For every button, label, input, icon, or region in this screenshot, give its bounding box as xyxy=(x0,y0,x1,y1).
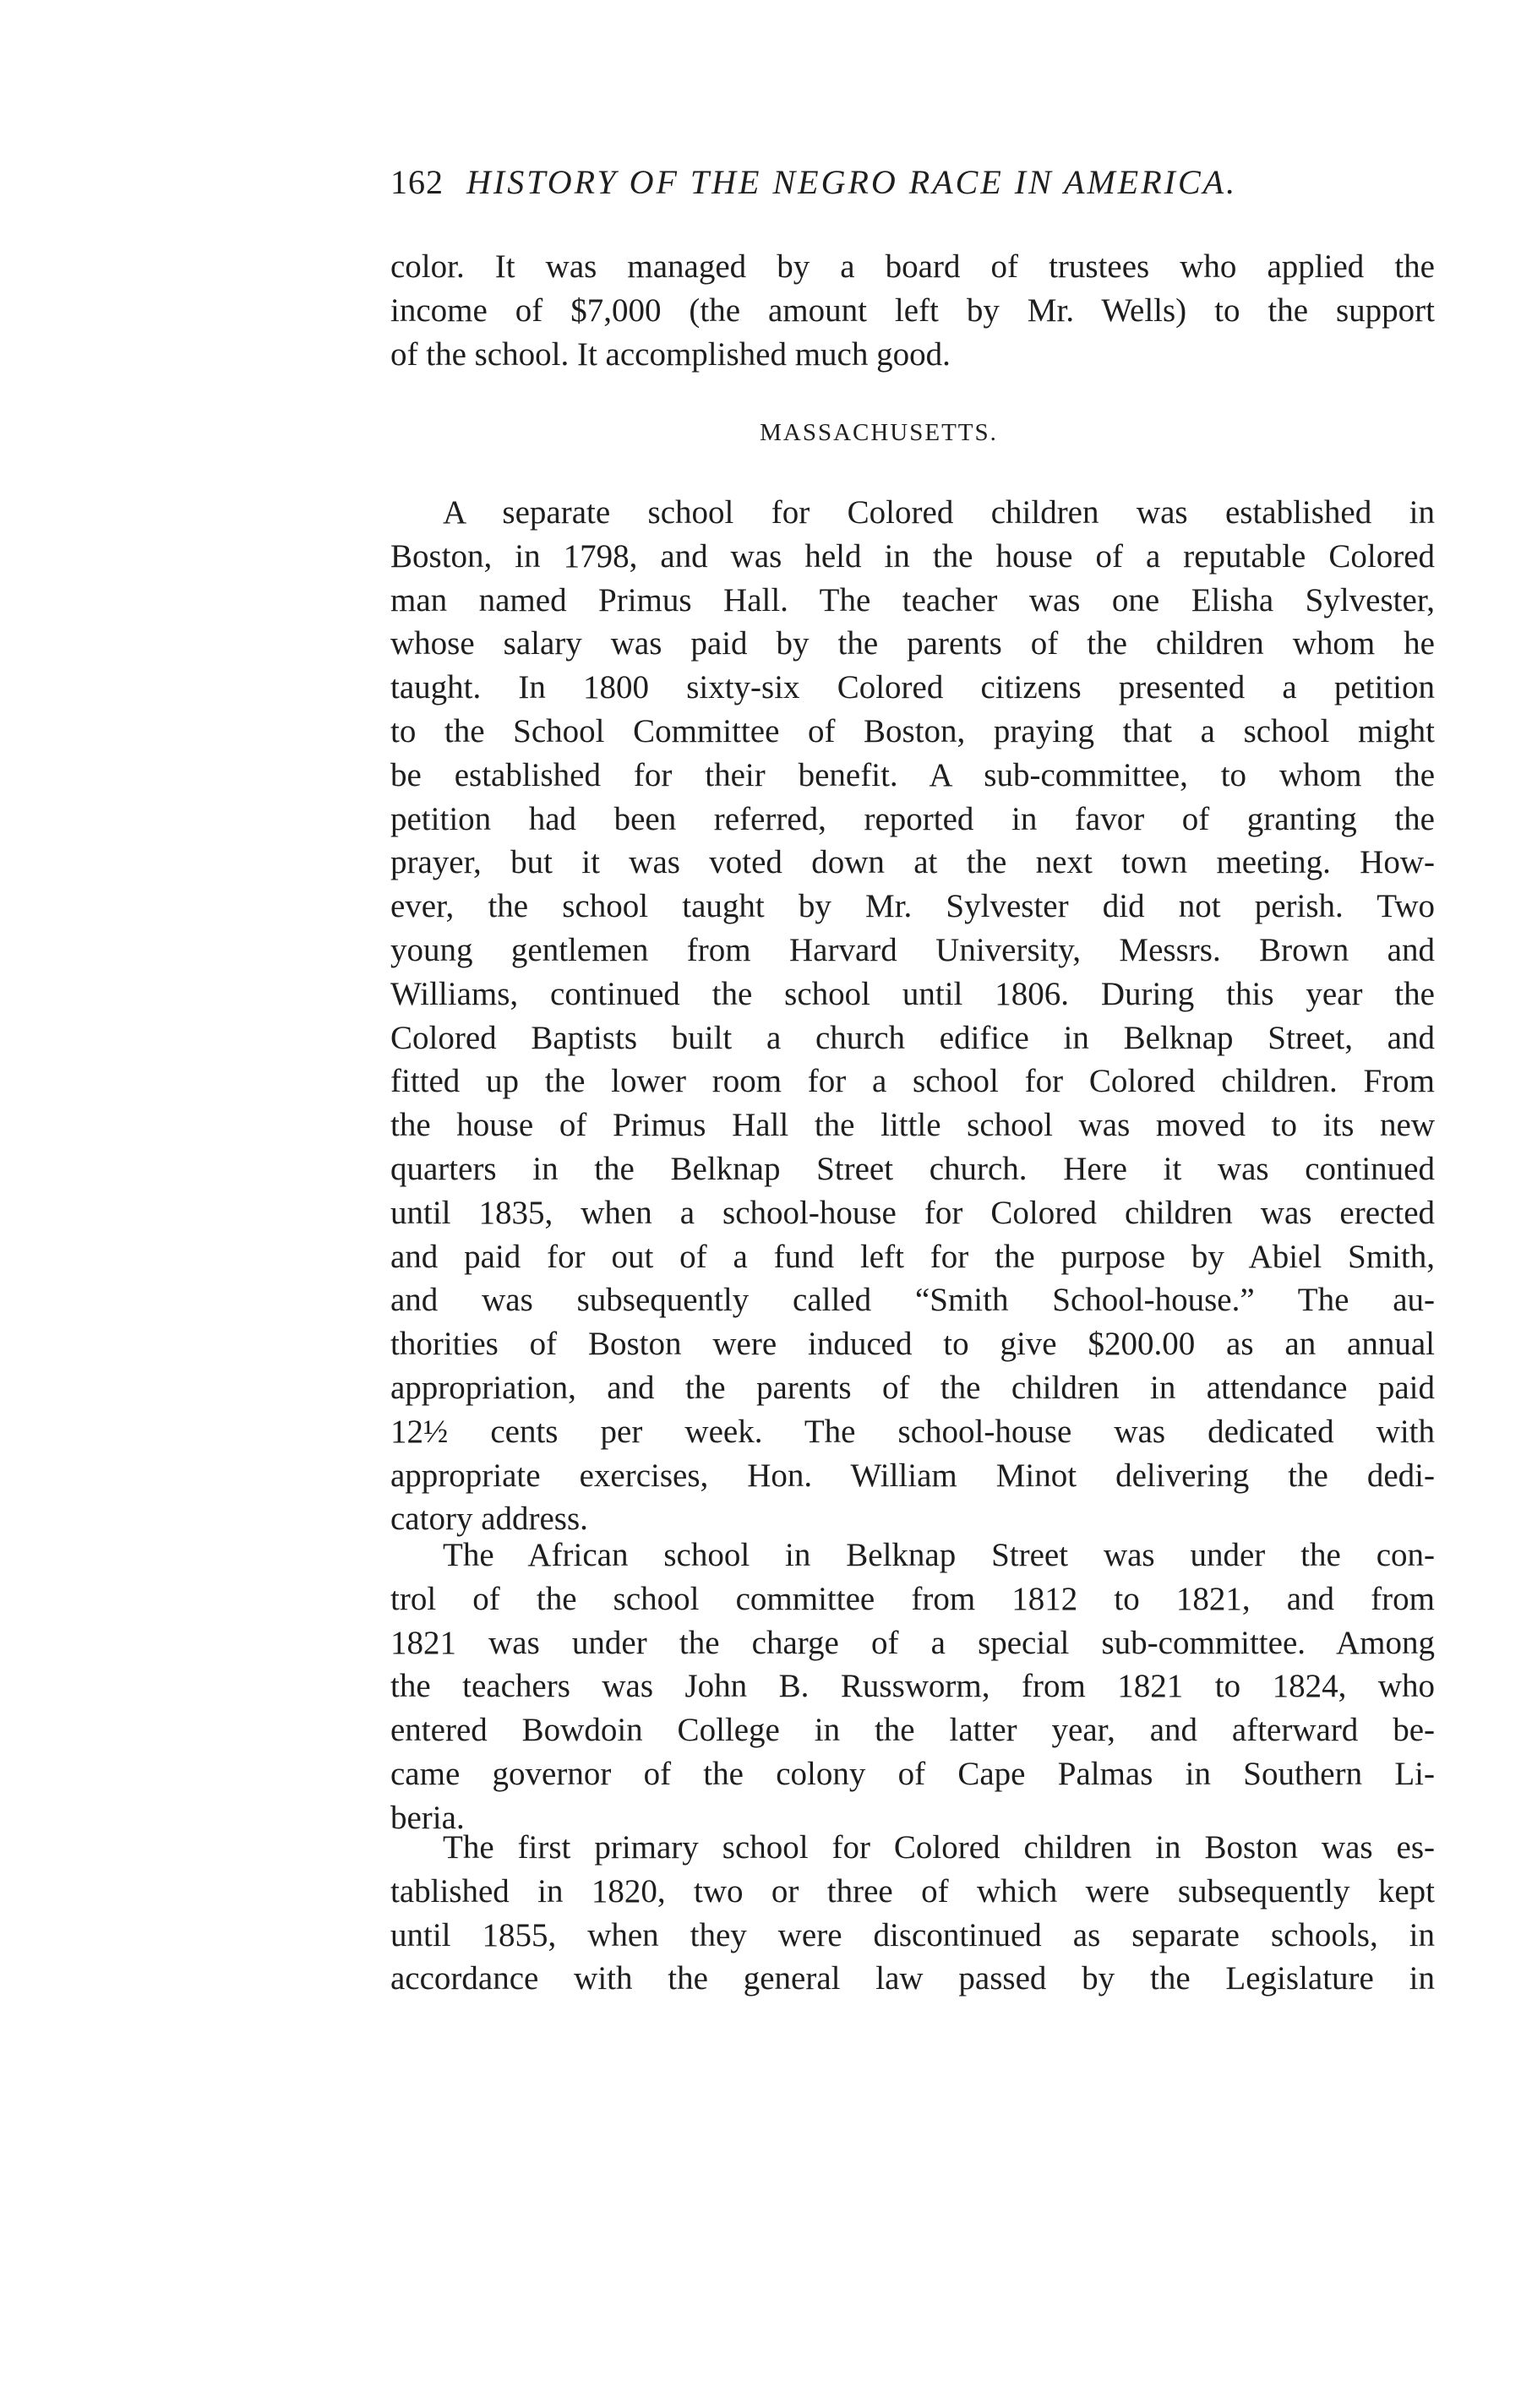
text-line: came governor of the colony of Cape Palmas in Southern Li- xyxy=(390,1755,1435,1792)
text-line: to the School Committee of Boston, praying that a school might xyxy=(390,712,1435,749)
running-title: HISTORY OF THE NEGRO RACE IN AMERICA. xyxy=(466,163,1238,201)
text-line: and was subsequently called “Smith School-house.” The au- xyxy=(390,1282,1435,1319)
paragraph xyxy=(390,491,1435,1541)
text-line: until 1835, when a school-house for Colored children was erected xyxy=(390,1194,1435,1231)
text-line: man named Primus Hall. The teacher was one Elisha Sylvester, xyxy=(390,581,1435,618)
text-line: income of $7,000 (the amount left by Mr. Wells) to the support xyxy=(390,291,1435,329)
text-line: and paid for out of a fund left for the purpose by Abiel Smith, xyxy=(390,1238,1435,1275)
text-line: fitted up the lower room for a school for Colored children. From xyxy=(390,1063,1435,1100)
text-line: entered Bowdoin College in the latter year, and afterward be- xyxy=(390,1712,1435,1749)
text-line: thorities of Boston were induced to give $200.00 as an annual xyxy=(390,1326,1435,1363)
paragraph xyxy=(390,245,1435,376)
paragraph xyxy=(390,1826,1435,2001)
text-line: Boston, in 1798, and was held in the house of a reputable Colored xyxy=(390,537,1435,575)
text-line: Colored Baptists built a church edifice in Belknap Street, and xyxy=(390,1019,1435,1056)
text-line: whose salary was paid by the parents of the children whom he xyxy=(390,625,1435,662)
text-line: ever, the school taught by Mr. Sylvester did not perish. Two xyxy=(390,888,1435,925)
text-line: trol of the school committee from 1812 to 1821, and from xyxy=(390,1580,1435,1617)
paragraph xyxy=(390,1534,1435,1840)
text-line: catory address. xyxy=(390,1501,588,1538)
text-line: tablished in 1820, two or three of which were subsequently kept xyxy=(390,1872,1435,1910)
text-line: appropriation, and the parents of the children in attendance paid xyxy=(390,1369,1435,1406)
text-line: accordance with the general law passed by the Legislature in xyxy=(390,1960,1435,1997)
text-line: the teachers was John B. Russworm, from 1821 to 1824, who xyxy=(390,1668,1435,1705)
text-line: taught. In 1800 sixty-six Colored citizens presented a petition xyxy=(390,669,1435,706)
page-number: 162 xyxy=(390,163,444,201)
text-line: be established for their benefit. A sub-committee, to whom the xyxy=(390,756,1435,793)
text-line: The African school in Belknap Street was under the con- xyxy=(443,1537,1435,1573)
text-line: A separate school for Colored children was established in xyxy=(443,494,1435,531)
text-line: of the school. It accomplished much good. xyxy=(390,335,951,373)
text-line: quarters in the Belknap Street church. Here it was continued xyxy=(390,1150,1435,1187)
running-header xyxy=(390,162,1237,202)
text-line: until 1855, when they were discontinued as separate schools, in xyxy=(390,1916,1435,1953)
text-line: 12½ cents per week. The school-house was dedicated with xyxy=(390,1413,1435,1450)
text-line: the house of Primus Hall the little school was moved to its new xyxy=(390,1107,1435,1144)
section-heading: MASSACHUSETTS. xyxy=(760,419,998,446)
text-line: The first primary school for Colored children in Boston was es- xyxy=(443,1829,1435,1866)
text-line: color. It was managed by a board of trustees who applied the xyxy=(390,248,1435,285)
text-line: beria. xyxy=(390,1799,465,1836)
text-line: appropriate exercises, Hon. William Minot delivering the dedi- xyxy=(390,1457,1435,1494)
text-line: petition had been referred, reported in favor of granting the xyxy=(390,800,1435,837)
text-line: young gentlemen from Harvard University, Messrs. Brown and xyxy=(390,931,1435,968)
text-line: prayer, but it was voted down at the next town meeting. How- xyxy=(390,844,1435,881)
text-line: Williams, continued the school until 1806. During this year the xyxy=(390,975,1435,1012)
text-line: 1821 was under the charge of a special sub-committee. Among xyxy=(390,1624,1435,1661)
